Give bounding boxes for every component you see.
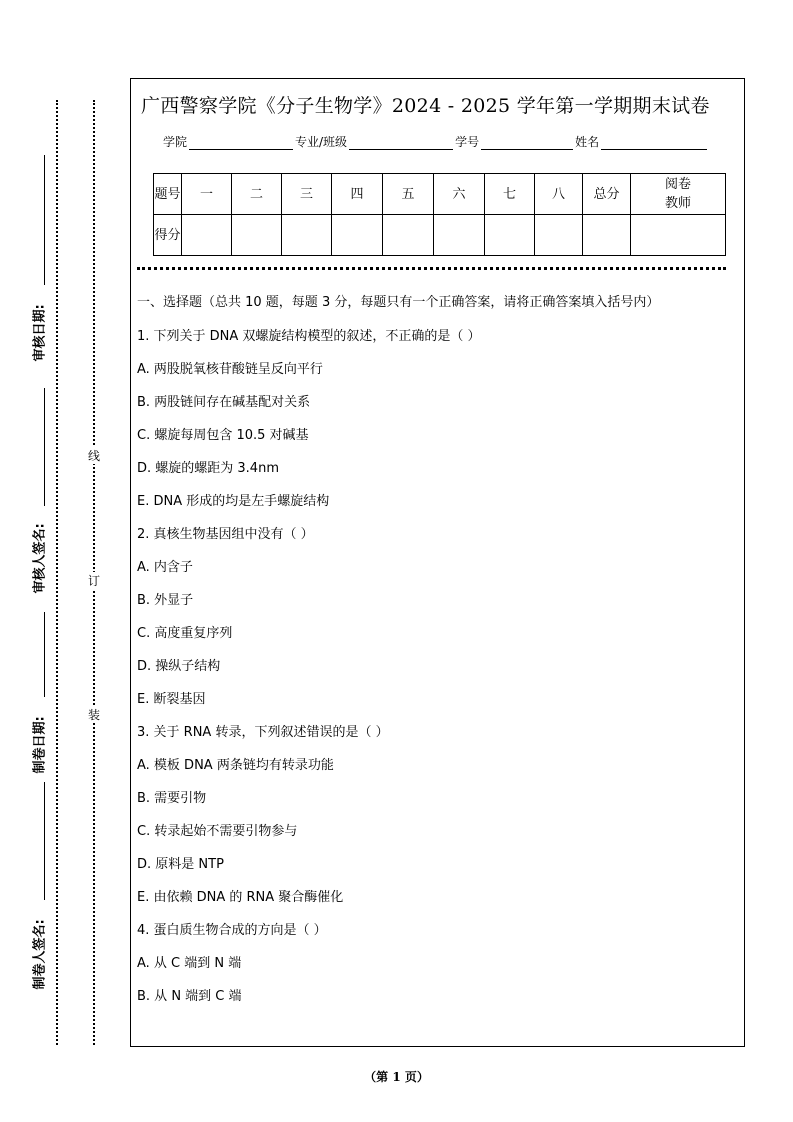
major-class-field[interactable] — [349, 137, 453, 150]
exam-frame — [130, 78, 745, 1047]
q1-option-a: A. 两股脱氧核苷酸链呈反向平行 — [137, 362, 323, 377]
col-8-header: 八 — [535, 174, 583, 215]
compile-date-blank[interactable] — [44, 612, 45, 697]
score-cell-8[interactable] — [535, 215, 583, 256]
col-2-header: 二 — [232, 174, 282, 215]
review-date-label: 审核日期: — [32, 304, 48, 362]
compiler-signature-label: 制卷人签名: — [32, 919, 48, 990]
q1-option-c: C. 螺旋每周包含 10.5 对碱基 — [137, 428, 309, 443]
compiler-signature-blank[interactable] — [44, 782, 45, 900]
score-cell-6[interactable] — [434, 215, 485, 256]
q3-option-e: E. 由依赖 DNA 的 RNA 聚合酶催化 — [137, 890, 344, 905]
score-table-score-row — [154, 215, 726, 256]
q4-option-a: A. 从 C 端到 N 端 — [137, 956, 242, 971]
margin-dotted-line-outer — [56, 100, 58, 1045]
score-cell-grader[interactable] — [631, 215, 726, 256]
questions-area — [137, 291, 737, 1013]
major-class-label: 专业/班级 — [295, 135, 348, 149]
score-row-label: 得分 — [154, 215, 182, 256]
binding-char-ding: 订 — [87, 574, 100, 588]
q1-option-e: E. DNA 形成的均是左手螺旋结构 — [137, 494, 330, 509]
col-1-header: 一 — [182, 174, 232, 215]
exam-title: 广西警察学院《分子生物学》2024 - 2025 学年第一学期期末试卷 — [141, 95, 710, 117]
q2-option-b: B. 外显子 — [137, 593, 194, 608]
score-cell-5[interactable] — [383, 215, 434, 256]
student-id-label: 学号 — [455, 135, 480, 149]
student-info-row — [163, 133, 709, 150]
q3-option-a: A. 模板 DNA 两条链均有转录功能 — [137, 758, 334, 773]
question-stem-2: 2. 真核生物基因组中没有（ ） — [137, 527, 314, 542]
col-4-header: 四 — [332, 174, 383, 215]
section-heading: 一、选择题（总共 10 题，每题 3 分，每题只有一个正确答案，请将正确答案填入括号内） — [137, 295, 660, 310]
q3-option-d: D. 原料是 NTP — [137, 857, 224, 872]
score-cell-2[interactable] — [232, 215, 282, 256]
review-date-blank[interactable] — [44, 155, 45, 285]
q2-option-a: A. 内含子 — [137, 560, 193, 575]
college-field[interactable] — [189, 137, 293, 150]
col-5-header: 五 — [383, 174, 434, 215]
page-number: （第 1 页） — [364, 1070, 429, 1084]
total-score-header: 总分 — [583, 174, 631, 215]
score-table — [153, 173, 726, 256]
question-stem-1: 1. 下列关于 DNA 双螺旋结构模型的叙述，不正确的是（ ） — [137, 329, 481, 344]
score-table-header-row — [154, 174, 726, 215]
col-7-header: 七 — [485, 174, 535, 215]
score-cell-total[interactable] — [583, 215, 631, 256]
score-cell-3[interactable] — [282, 215, 332, 256]
name-field[interactable] — [601, 137, 707, 150]
score-cell-7[interactable] — [485, 215, 535, 256]
student-id-field[interactable] — [481, 137, 573, 150]
score-cell-4[interactable] — [332, 215, 383, 256]
q3-option-b: B. 需要引物 — [137, 791, 207, 806]
q1-option-b: B. 两股链间存在碱基配对关系 — [137, 395, 311, 410]
college-label: 学院 — [163, 135, 188, 149]
grader-header: 阅卷 教师 — [631, 174, 726, 215]
question-stem-3: 3. 关于 RNA 转录，下列叙述错误的是（ ） — [137, 725, 389, 740]
section-divider — [137, 267, 726, 270]
reviewer-signature-label: 审核人签名: — [32, 523, 48, 594]
q2-option-c: C. 高度重复序列 — [137, 626, 233, 641]
col-6-header: 六 — [434, 174, 485, 215]
binding-char-zhuang: 装 — [87, 708, 100, 722]
binding-char-xian: 线 — [87, 449, 100, 463]
q2-option-d: D. 操纵子结构 — [137, 659, 221, 674]
q4-option-b: B. 从 N 端到 C 端 — [137, 989, 242, 1004]
question-stem-4: 4. 蛋白质生物合成的方向是（ ） — [137, 923, 327, 938]
question-number-header: 题号 — [154, 174, 182, 215]
q2-option-e: E. 断裂基因 — [137, 692, 206, 707]
col-3-header: 三 — [282, 174, 332, 215]
q3-option-c: C. 转录起始不需要引物参与 — [137, 824, 298, 839]
score-cell-1[interactable] — [182, 215, 232, 256]
compile-date-label: 制卷日期: — [32, 716, 48, 774]
q1-option-d: D. 螺旋的螺距为 3.4nm — [137, 461, 279, 476]
name-label: 姓名 — [575, 135, 600, 149]
reviewer-signature-blank[interactable] — [44, 388, 45, 506]
